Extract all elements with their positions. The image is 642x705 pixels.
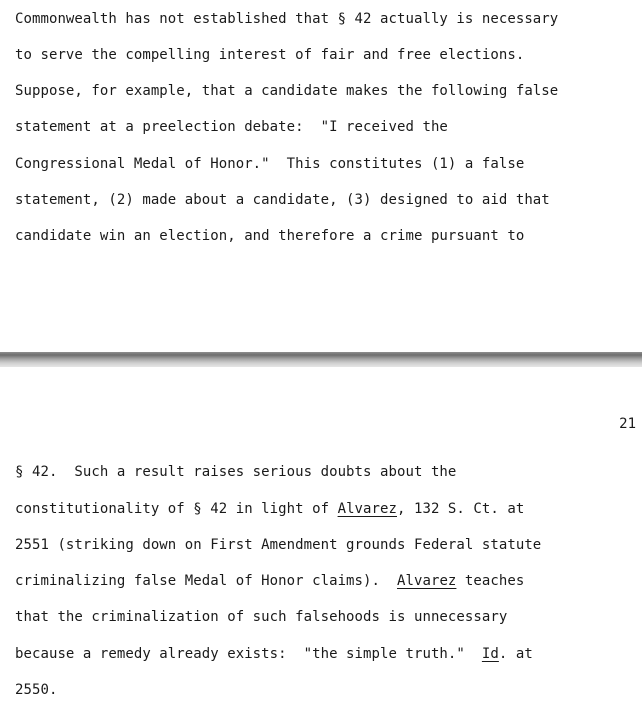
text-segment: . at [498, 646, 533, 662]
citation-id: Id [481, 646, 499, 662]
text-line: Congressional Medal of Honor." This constitutes (1) a false [15, 156, 525, 172]
text-segment: criminalizing false Medal of Honor claims). [15, 573, 397, 589]
text-line: that the criminalization of such falsehoods is unnecessary [15, 609, 508, 625]
text-line: 2550. [15, 682, 58, 698]
page-separator [0, 352, 642, 367]
text-line: to serve the compelling interest of fair and free elections. [15, 47, 525, 63]
text-line [15, 645, 533, 663]
text-line: § 42. Such a result raises serious doubts about the [15, 464, 457, 480]
text-segment: teaches [456, 573, 525, 589]
page-top [0, 0, 642, 352]
text-segment: because a remedy already exists: "the simple truth." [15, 646, 482, 662]
text-line [15, 572, 524, 590]
text-line: 2551 (striking down on First Amendment grounds Federal statute [15, 537, 542, 553]
page-bottom [0, 367, 642, 705]
case-name-alvarez: Alvarez [397, 573, 457, 589]
text-segment: , 132 S. Ct. at [397, 501, 525, 517]
text-line [15, 500, 524, 518]
text-segment: constitutionality of § 42 in light of [15, 501, 338, 517]
text-line: candidate win an election, and therefore a crime pursuant to [15, 228, 525, 244]
text-line: Commonwealth has not established that § 42 actually is necessary [15, 11, 559, 27]
text-line: Suppose, for example, that a candidate makes the following false [15, 83, 559, 99]
text-line: statement, (2) made about a candidate, (3) designed to aid that [15, 192, 550, 208]
page-number: 21 [619, 416, 636, 432]
case-name-alvarez: Alvarez [337, 501, 397, 517]
text-line: statement at a preelection debate: "I received the [15, 119, 448, 135]
